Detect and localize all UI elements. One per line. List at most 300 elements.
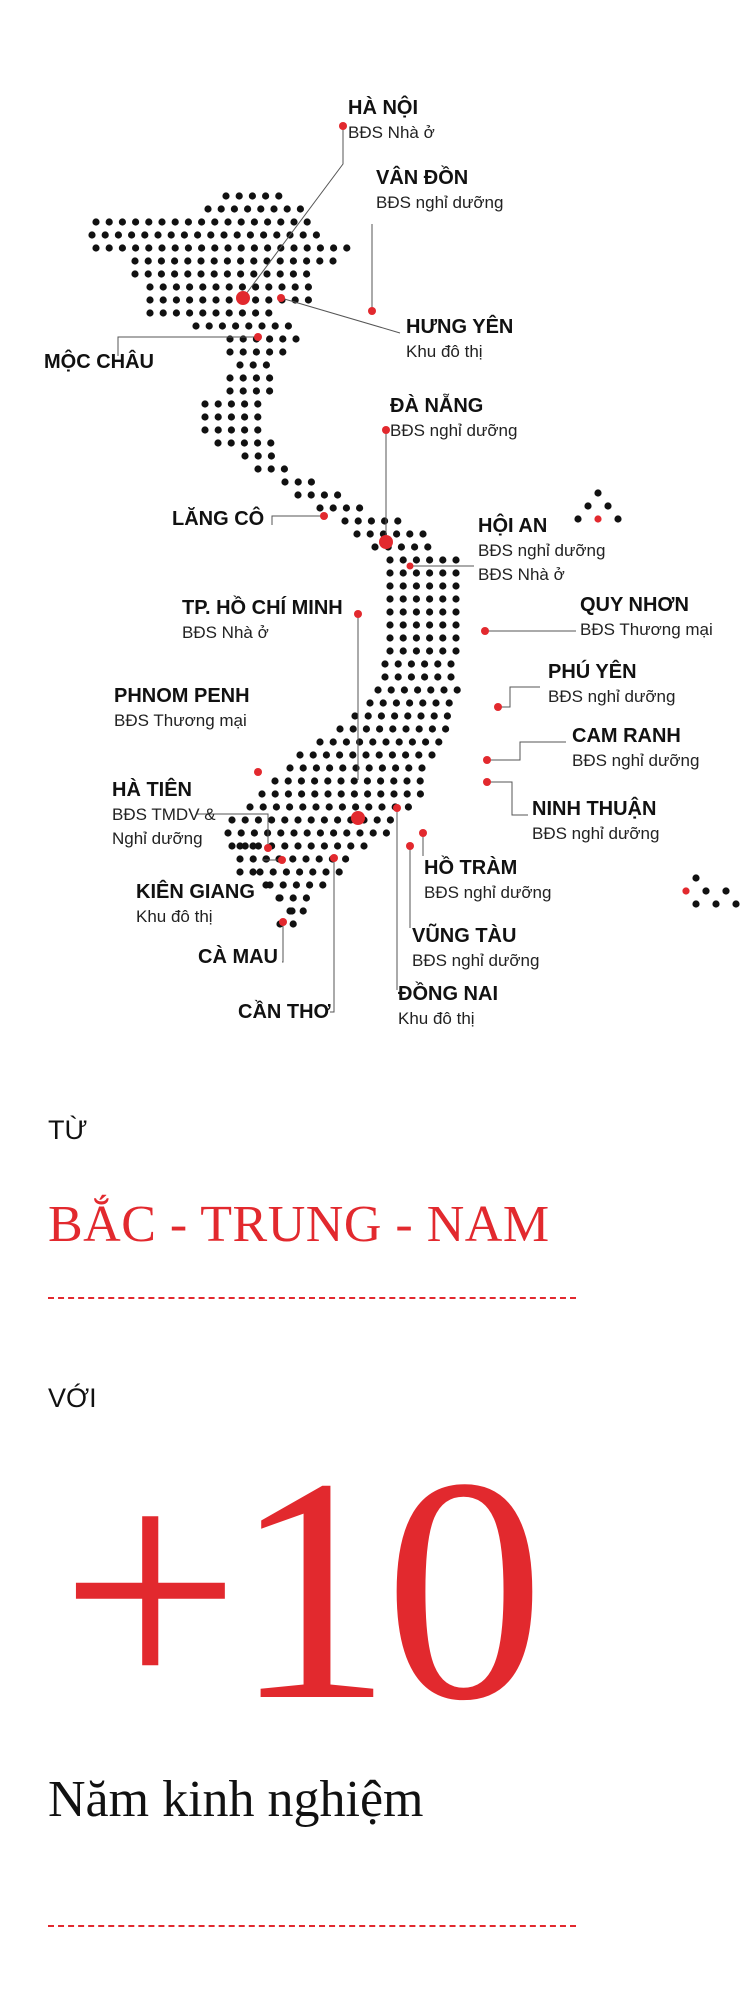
map-dot [145, 257, 152, 264]
map-dot [280, 881, 287, 888]
location-name: PHNOM PENH [114, 685, 250, 707]
map-dot [271, 777, 278, 784]
map-dot [254, 413, 261, 420]
map-dot [228, 413, 235, 420]
map-dot [265, 283, 272, 290]
map-dot [220, 231, 227, 238]
map-dot [374, 816, 381, 823]
map-dot [257, 205, 264, 212]
map-dot [160, 283, 167, 290]
map-dot [393, 699, 400, 706]
map-dot [172, 218, 179, 225]
map-dot [439, 634, 446, 641]
map-dot [408, 660, 415, 667]
map-dot [386, 556, 393, 563]
map-dot [351, 777, 358, 784]
map-dot [343, 244, 350, 251]
map-dot [277, 257, 284, 264]
map-dot [365, 803, 372, 810]
island-dot [722, 887, 729, 894]
map-dot [253, 374, 260, 381]
map-dot [381, 660, 388, 667]
map-dot [241, 400, 248, 407]
map-dot [250, 270, 257, 277]
map-dot [252, 309, 259, 316]
island-dot [732, 900, 739, 907]
map-dot [258, 322, 265, 329]
map-dot [160, 309, 167, 316]
map-dot [215, 400, 222, 407]
map-dot [439, 569, 446, 576]
map-dot [212, 283, 219, 290]
map-dot [199, 309, 206, 316]
map-dot [231, 205, 238, 212]
map-dot [400, 621, 407, 628]
map-dot [222, 192, 229, 199]
location-marker [379, 535, 393, 549]
map-dot [389, 751, 396, 758]
map-dot [226, 283, 233, 290]
location-name: ĐÀ NẴNG [390, 395, 484, 417]
map-dot [128, 231, 135, 238]
map-dot [452, 634, 459, 641]
map-dot [264, 218, 271, 225]
map-dot [400, 634, 407, 641]
map-dot [323, 751, 330, 758]
map-dot [402, 751, 409, 758]
map-dot [260, 803, 267, 810]
map-dot [330, 829, 337, 836]
map-dot [250, 257, 257, 264]
map-dot [106, 244, 113, 251]
map-dot [273, 803, 280, 810]
map-dot [316, 855, 323, 862]
map-dot [440, 686, 447, 693]
map-dot [145, 218, 152, 225]
map-dot [290, 920, 297, 927]
map-dot [339, 764, 346, 771]
location-marker [354, 610, 362, 618]
map-dot [391, 712, 398, 719]
map-dot [226, 335, 233, 342]
map-dot [381, 673, 388, 680]
map-dot [302, 855, 309, 862]
map-dot [364, 790, 371, 797]
location-marker [483, 778, 491, 786]
map-dot [228, 426, 235, 433]
island-dot [574, 515, 581, 522]
island-dot [692, 874, 699, 881]
leader-line [487, 782, 528, 815]
map-dot [336, 868, 343, 875]
map-dot [402, 725, 409, 732]
map-dot [268, 452, 275, 459]
map-dot [198, 218, 205, 225]
map-dot [241, 452, 248, 459]
map-dot [439, 595, 446, 602]
map-dot [378, 712, 385, 719]
map-dot [146, 283, 153, 290]
map-dot [408, 673, 415, 680]
map-dot [296, 868, 303, 875]
map-dot [294, 842, 301, 849]
map-dot [413, 569, 420, 576]
map-dot [186, 309, 193, 316]
location-category: BĐS nghỉ dưỡng [376, 193, 504, 212]
map-dot [171, 257, 178, 264]
map-dot [275, 894, 282, 901]
map-dot [279, 348, 286, 355]
map-dot [447, 660, 454, 667]
map-dot [270, 205, 277, 212]
map-dot [350, 725, 357, 732]
map-dot [376, 751, 383, 758]
leader-line [487, 742, 566, 760]
map-dot [141, 231, 148, 238]
map-dot [272, 790, 279, 797]
map-dot [270, 868, 277, 875]
location-name: LĂNG CÔ [172, 508, 265, 530]
map-dot [360, 842, 367, 849]
map-dot [204, 205, 211, 212]
map-dot [232, 322, 239, 329]
map-dot [173, 309, 180, 316]
map-dot [339, 803, 346, 810]
location-name: HƯNG YÊN [406, 316, 514, 338]
map-dot [247, 231, 254, 238]
map-dot [146, 296, 153, 303]
map-dot [226, 309, 233, 316]
map-dot [211, 218, 218, 225]
map-dot [265, 309, 272, 316]
map-dot [362, 751, 369, 758]
map-dot [341, 517, 348, 524]
map-dot [353, 530, 360, 537]
map-dot [92, 244, 99, 251]
map-dot [250, 361, 257, 368]
map-dot [310, 751, 317, 758]
map-dot [432, 699, 439, 706]
map-dot [326, 764, 333, 771]
map-dot [226, 348, 233, 355]
map-dot [428, 751, 435, 758]
map-dot [356, 504, 363, 511]
map-dot [158, 257, 165, 264]
location-category: BĐS nghỉ dưỡng [412, 951, 540, 970]
map-dot [289, 855, 296, 862]
map-dot [211, 244, 218, 251]
map-dot [363, 725, 370, 732]
map-dot [224, 829, 231, 836]
map-dot [390, 777, 397, 784]
map-dot [207, 231, 214, 238]
map-dot [285, 322, 292, 329]
map-dot [317, 244, 324, 251]
map-dot [292, 335, 299, 342]
map-dot [400, 556, 407, 563]
map-dot [429, 725, 436, 732]
map-dot [268, 465, 275, 472]
map-dot [262, 881, 269, 888]
map-dot [434, 673, 441, 680]
map-dot [452, 647, 459, 654]
map-dot [421, 673, 428, 680]
map-dot [326, 803, 333, 810]
map-dot [426, 556, 433, 563]
map-dot [290, 270, 297, 277]
map-dot [253, 348, 260, 355]
map-dot [324, 790, 331, 797]
map-dot [246, 803, 253, 810]
map-dot [186, 296, 193, 303]
map-dot [236, 842, 243, 849]
map-dot [347, 842, 354, 849]
map-dot [352, 764, 359, 771]
map-dot [92, 218, 99, 225]
map-dot [293, 881, 300, 888]
map-dot [285, 790, 292, 797]
map-dot [241, 439, 248, 446]
map-dot [330, 244, 337, 251]
island-dot [682, 887, 689, 894]
island-dot [614, 515, 621, 522]
map-dot [446, 699, 453, 706]
map-dot [173, 296, 180, 303]
map-dot [266, 387, 273, 394]
map-dot [251, 244, 258, 251]
map-dot [242, 816, 249, 823]
map-dot [197, 270, 204, 277]
location-category: BĐS Nhà ở [348, 123, 435, 142]
map-dot [300, 764, 307, 771]
map-dot [131, 257, 138, 264]
map-dot [238, 218, 245, 225]
map-dot [256, 868, 263, 875]
map-dot [317, 829, 324, 836]
location-name: HỒ TRÀM [424, 857, 518, 879]
island-dot [594, 489, 601, 496]
map-dot [434, 660, 441, 667]
map-dot [311, 790, 318, 797]
map-dot [199, 296, 206, 303]
map-dot [185, 218, 192, 225]
map-dot [284, 205, 291, 212]
map-dot [252, 296, 259, 303]
map-dot [286, 764, 293, 771]
years-experience-label: Năm kinh nghiệm [48, 1771, 424, 1828]
map-dot [239, 309, 246, 316]
map-dot [304, 218, 311, 225]
map-dot [321, 491, 328, 498]
island-dot [702, 887, 709, 894]
map-dot [424, 543, 431, 550]
map-dot [212, 309, 219, 316]
map-dot [186, 283, 193, 290]
map-dot [406, 530, 413, 537]
map-dot [316, 738, 323, 745]
map-dot [389, 725, 396, 732]
location-name: CÀ MAU [198, 946, 278, 968]
map-dot [119, 218, 126, 225]
map-dot [334, 491, 341, 498]
map-dot [253, 387, 260, 394]
map-dot [401, 686, 408, 693]
map-dot [146, 309, 153, 316]
map-dot [88, 231, 95, 238]
island-dot [594, 515, 601, 522]
map-dot [236, 868, 243, 875]
map-dot [329, 257, 336, 264]
map-dot [255, 452, 262, 459]
map-dot [132, 244, 139, 251]
map-dot [382, 738, 389, 745]
map-dot [215, 413, 222, 420]
map-dot [306, 881, 313, 888]
map-dot [308, 491, 315, 498]
location-category: Khu đô thị [406, 342, 483, 361]
map-dot [304, 829, 311, 836]
map-dot [254, 426, 261, 433]
location-name: QUY NHƠN [580, 594, 689, 616]
location-category: BĐS nghỉ dưỡng [532, 824, 660, 843]
map-dot [439, 647, 446, 654]
map-dot [377, 777, 384, 784]
map-dot [336, 725, 343, 732]
map-dot [447, 673, 454, 680]
map-dot [249, 842, 256, 849]
map-dot [355, 517, 362, 524]
map-dot [405, 764, 412, 771]
map-dot [390, 790, 397, 797]
map-dot [414, 686, 421, 693]
leader-line [272, 516, 324, 525]
map-dot [115, 231, 122, 238]
map-dot [419, 699, 426, 706]
divider-bottom [48, 1925, 576, 1927]
map-dot [237, 270, 244, 277]
map-dot [290, 218, 297, 225]
map-dot [145, 244, 152, 251]
hanoi-hub-marker [236, 291, 250, 305]
map-dot [119, 244, 126, 251]
map-dot [251, 218, 258, 225]
location-category: BĐS nghỉ dưỡng [424, 883, 552, 902]
map-dot [158, 244, 165, 251]
map-dot [218, 205, 225, 212]
map-dot [226, 296, 233, 303]
map-dot [334, 816, 341, 823]
map-dot [201, 426, 208, 433]
map-dot [381, 517, 388, 524]
map-dot [337, 777, 344, 784]
map-dot [338, 790, 345, 797]
location-marker [481, 627, 489, 635]
map-dot [308, 816, 315, 823]
map-dot [236, 361, 243, 368]
map-dot [266, 348, 273, 355]
location-name: HÀ NỘI [348, 97, 418, 119]
map-dot [336, 751, 343, 758]
map-dot [238, 244, 245, 251]
location-name: CAM RANH [572, 725, 681, 747]
location-marker [494, 703, 502, 711]
map-dot [206, 322, 213, 329]
map-dot [330, 504, 337, 511]
map-dot [435, 738, 442, 745]
map-dot [313, 764, 320, 771]
map-dot [356, 829, 363, 836]
map-dot [290, 244, 297, 251]
location-category: BĐS nghỉ dưỡng [390, 421, 518, 440]
map-dot [321, 842, 328, 849]
map-dot [321, 816, 328, 823]
map-dot [413, 647, 420, 654]
map-dot [158, 270, 165, 277]
map-dot [396, 738, 403, 745]
map-dot [334, 842, 341, 849]
map-dot [308, 842, 315, 849]
map-dot [365, 712, 372, 719]
map-dot [192, 322, 199, 329]
map-dot [416, 725, 423, 732]
map-dot [409, 738, 416, 745]
years-count: +10 [60, 1413, 537, 1767]
map-dot [413, 608, 420, 615]
map-dot [219, 322, 226, 329]
map-dot [214, 439, 221, 446]
location-name: HÀ TIÊN [112, 779, 192, 801]
map-dot [154, 231, 161, 238]
location-category: Nghỉ dưỡng [112, 829, 203, 848]
map-dot [413, 634, 420, 641]
map-dot [236, 855, 243, 862]
leader-line [282, 922, 283, 962]
map-dot [422, 738, 429, 745]
map-dot [300, 231, 307, 238]
map-dot [369, 738, 376, 745]
map-dot [277, 218, 284, 225]
leader-line [498, 687, 540, 707]
map-dot [304, 244, 311, 251]
map-dot [417, 777, 424, 784]
map-dot [228, 816, 235, 823]
map-dot [263, 257, 270, 264]
leader-line [330, 858, 334, 1012]
map-dot [439, 608, 446, 615]
map-dot [324, 777, 331, 784]
map-dot [201, 413, 208, 420]
map-dot [439, 621, 446, 628]
map-dot [364, 777, 371, 784]
location-marker [320, 512, 328, 520]
map-dot [303, 257, 310, 264]
map-dot [131, 270, 138, 277]
location-marker [264, 844, 272, 852]
map-dot [426, 647, 433, 654]
map-dot [224, 257, 231, 264]
map-dot [311, 777, 318, 784]
map-dot [249, 868, 256, 875]
island-dot [584, 502, 591, 509]
map-dot [374, 686, 381, 693]
map-dot [292, 283, 299, 290]
map-dot [439, 582, 446, 589]
map-dot [398, 543, 405, 550]
map-dot [413, 582, 420, 589]
map-dot [211, 270, 218, 277]
map-dot [371, 543, 378, 550]
map-dot [240, 387, 247, 394]
